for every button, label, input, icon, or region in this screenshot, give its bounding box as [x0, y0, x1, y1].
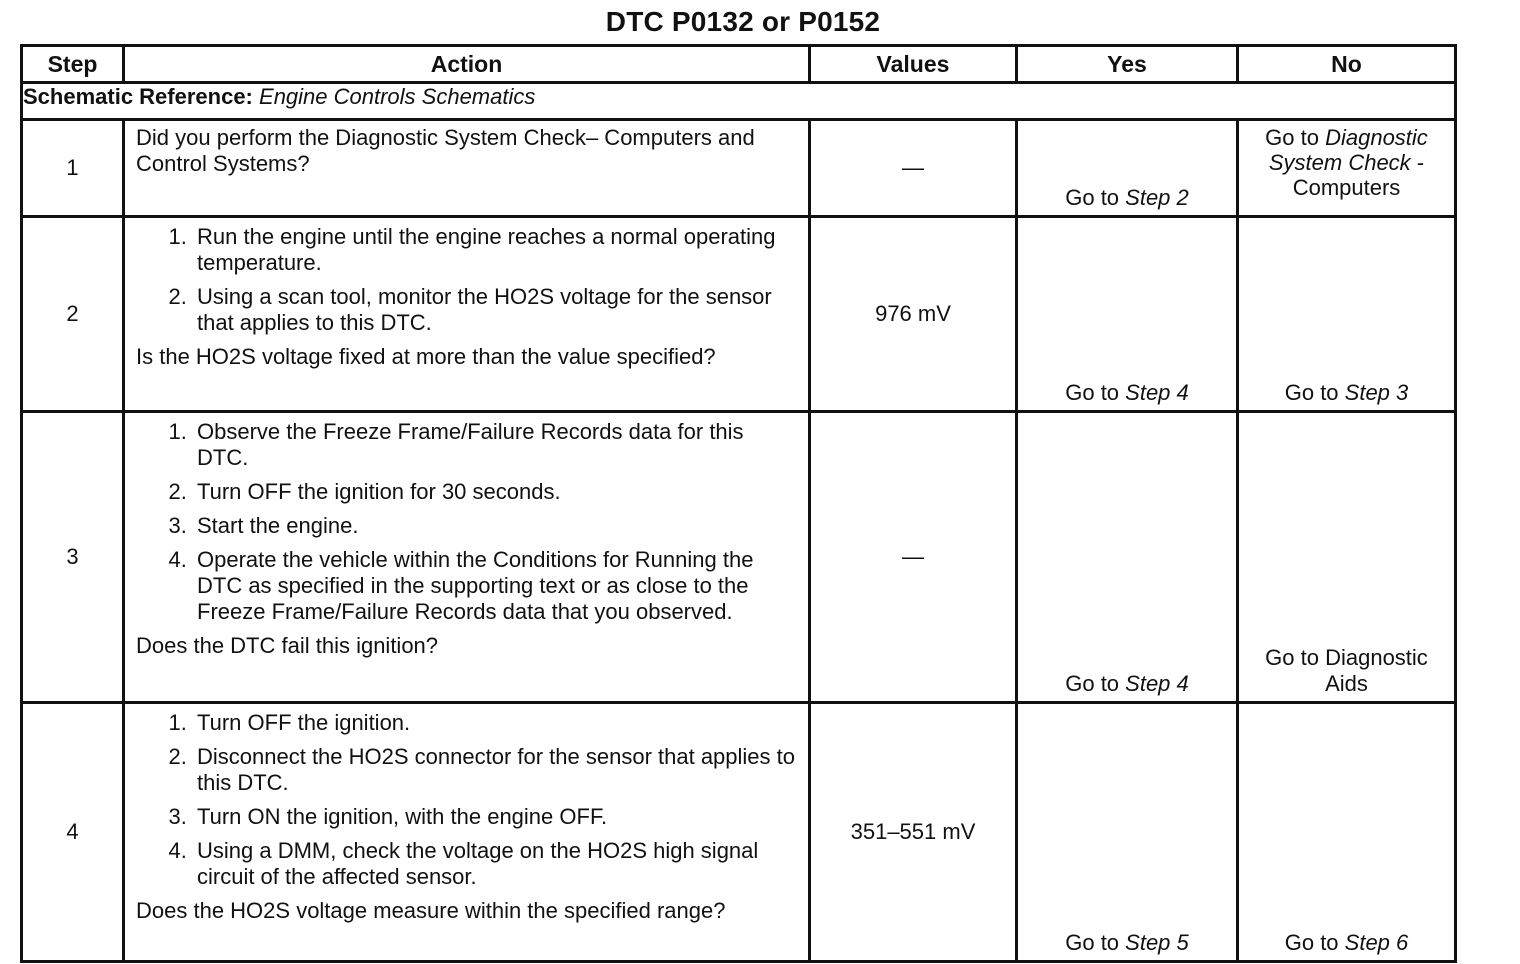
- step-number: 1: [22, 120, 124, 217]
- schematic-reference: [22, 83, 1456, 120]
- yes-cell: [1017, 217, 1238, 412]
- yes-prefix: Go to: [1065, 185, 1126, 210]
- no-suffix: - Computers: [1292, 150, 1425, 200]
- step-number: 2: [22, 217, 124, 412]
- action-list: [136, 710, 798, 890]
- no-cell: [1238, 217, 1456, 412]
- column-header-no: No: [1238, 46, 1456, 83]
- no-prefix: Go to: [1284, 930, 1345, 955]
- no-prefix: Go to: [1265, 125, 1326, 150]
- yes-link[interactable]: Step 2: [1125, 185, 1189, 210]
- no-cell: [1238, 120, 1456, 217]
- yes-link[interactable]: Step 4: [1125, 380, 1189, 405]
- action-list: [136, 224, 798, 336]
- no-prefix: Go to: [1284, 380, 1345, 405]
- value-cell: —: [810, 120, 1017, 217]
- step-number: 3: [22, 412, 124, 703]
- yes-cell: [1017, 412, 1238, 703]
- no-link[interactable]: Diagnostic System Check: [1268, 125, 1428, 175]
- action-item: 3. Start the engine.: [193, 513, 798, 539]
- header-row: [22, 46, 1456, 83]
- action-question: Does the HO2S voltage measure within the specified range?: [136, 898, 726, 923]
- yes-link[interactable]: Step 4: [1125, 671, 1189, 696]
- value-cell: 351–551 mV: [810, 703, 1017, 962]
- action-question: Does the DTC fail this ignition?: [136, 633, 439, 658]
- action-question: Is the HO2S voltage fixed at more than the value specified?: [136, 344, 716, 369]
- diagnostic-table: [20, 44, 1457, 963]
- table-row: [22, 217, 1456, 412]
- action-cell: [124, 120, 810, 217]
- yes-prefix: Go to: [1065, 671, 1126, 696]
- action-cell: [124, 412, 810, 703]
- schematic-reference-label: Schematic Reference:: [23, 84, 253, 109]
- action-item: 3. Turn ON the ignition, with the engine OFF.: [193, 804, 798, 830]
- action-item: 2. Using a scan tool, monitor the HO2S voltage for the sensor that applies to this DTC.: [193, 284, 798, 336]
- value-cell: 976 mV: [810, 217, 1017, 412]
- no-link[interactable]: Step 3: [1344, 380, 1409, 405]
- no-cell: [1238, 703, 1456, 962]
- step-number: 4: [22, 703, 124, 962]
- yes-prefix: Go to: [1065, 930, 1126, 955]
- column-header-values: Values: [810, 46, 1017, 83]
- column-header-yes: Yes: [1017, 46, 1238, 83]
- table-row: [22, 412, 1456, 703]
- action-item: 4. Operate the vehicle within the Conditions for Running the DTC as specified in the supporting text or as close to the Freeze Frame/Failure Records data that you observed.: [193, 547, 798, 625]
- page-title: DTC P0132 or P0152: [605, 6, 881, 37]
- value-cell: —: [810, 412, 1017, 703]
- no-link[interactable]: Step 6: [1344, 930, 1409, 955]
- action-item: 4. Using a DMM, check the voltage on the HO2S high signal circuit of the affected sensor.: [193, 838, 798, 890]
- action-list: [136, 419, 798, 625]
- table-row: [22, 120, 1456, 217]
- action-cell: [124, 703, 810, 962]
- action-item: 1. Turn OFF the ignition.: [193, 710, 798, 736]
- yes-cell: [1017, 120, 1238, 217]
- action-item: 2. Disconnect the HO2S connector for the sensor that applies to this DTC.: [193, 744, 798, 796]
- yes-link[interactable]: Step 5: [1125, 930, 1189, 955]
- action-item: 1. Observe the Freeze Frame/Failure Records data for this DTC.: [193, 419, 798, 471]
- no-link[interactable]: Go to Diagnostic Aids: [1265, 645, 1428, 696]
- schematic-reference-link[interactable]: Engine Controls Schematics: [259, 84, 536, 109]
- column-header-action: Action: [124, 46, 810, 83]
- action-cell: [124, 217, 810, 412]
- yes-cell: [1017, 703, 1238, 962]
- action-item: 2. Turn OFF the ignition for 30 seconds.: [193, 479, 798, 505]
- no-cell: [1238, 412, 1456, 703]
- table-row: [22, 703, 1456, 962]
- schematic-reference-row: [22, 83, 1456, 120]
- yes-prefix: Go to: [1065, 380, 1126, 405]
- column-header-step: Step: [22, 46, 124, 83]
- action-question: Did you perform the Diagnostic System Check– Computers and Control Systems?: [136, 125, 755, 176]
- action-item: 1. Run the engine until the engine reaches a normal operating temperature.: [193, 224, 798, 276]
